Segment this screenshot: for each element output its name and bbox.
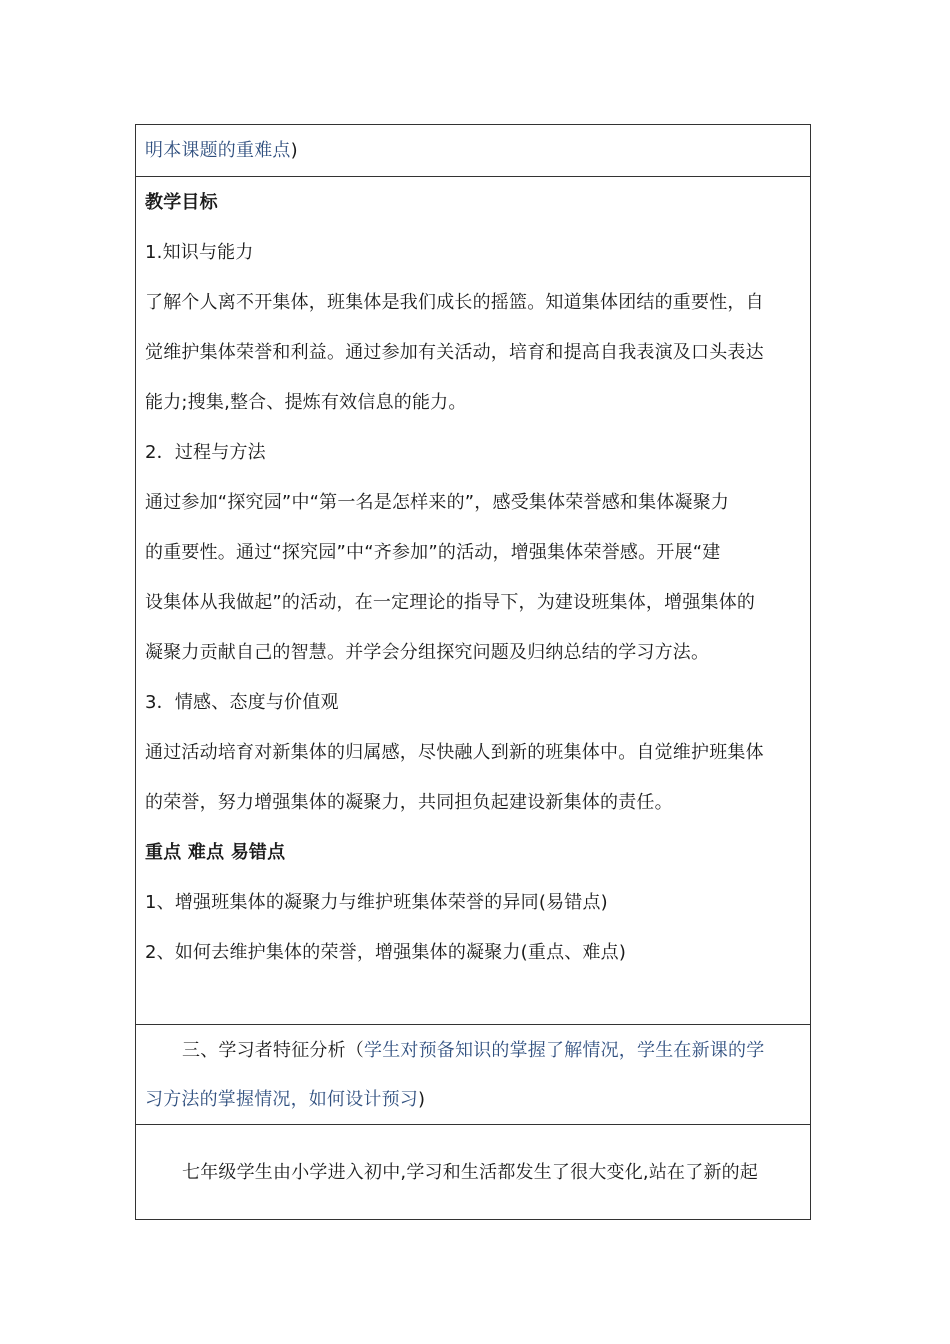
process-line: 凝聚力贡献自己的智慧。并学会分组探究问题及归纳总结的学习方法。	[145, 642, 710, 663]
table-row-learner-analysis-title	[136, 1025, 810, 1125]
process-line: 设集体从我做起”的活动，在一定理论的指导下，为建设班集体，增强集体的	[145, 592, 756, 613]
knowledge-line: 了解个人离不开集体，班集体是我们成长的摇篮。知道集体团结的重要性，自	[145, 292, 764, 313]
row1-text	[145, 139, 298, 163]
emotion-title: 3．情感、态度与价值观	[145, 692, 339, 713]
lesson-plan-table	[135, 124, 811, 1220]
knowledge-line: 能力;搜集,整合、提炼有效信息的能力。	[145, 392, 467, 413]
learner-title-line-2	[145, 1088, 425, 1112]
key-points-heading: 重点 难点 易错点	[145, 842, 286, 863]
learner-title-blue: 学生对预备知识的掌握了解情况，学生在新课的学	[364, 1040, 765, 1061]
table-row-teaching-objectives	[136, 177, 810, 1025]
key-point-item: 1、增强班集体的凝聚力与维护班集体荣誉的异同(易错点)	[145, 892, 608, 913]
process-line: 的重要性。通过“探究园”中“齐参加”的活动，增强集体荣誉感。开展“建	[145, 542, 721, 563]
objectives-heading: 教学目标	[145, 192, 218, 213]
key-point-item: 2、如何去维护集体的荣誉，增强集体的凝聚力(重点、难点)	[145, 942, 627, 963]
table-row-learner-analysis-body	[136, 1125, 810, 1221]
emotion-line: 通过活动培育对新集体的归属感，尽快融人到新的班集体中。自觉维护班集体	[145, 742, 764, 763]
knowledge-line: 觉维护集体荣誉和利益。通过参加有关活动，培育和提高自我表演及口头表达	[145, 342, 764, 363]
learner-title-line-1	[182, 1039, 764, 1063]
emotion-line: 的荣誉，努力增强集体的凝聚力，共同担负起建设新集体的责任。	[145, 792, 673, 813]
process-title: 2．过程与方法	[145, 442, 266, 463]
row1-text-blue: 明本课题的重难点	[145, 140, 291, 161]
learner-title-dark: 三、学习者特征分析（	[182, 1040, 364, 1061]
row1-text-tail: )	[290, 140, 298, 161]
learner-title-blue: 习方法的掌握情况，如何设计预习	[145, 1089, 418, 1110]
learner-title-tail: )	[418, 1089, 426, 1110]
process-line: 通过参加“探究园”中“第一名是怎样来的”，感受集体荣誉感和集体凝聚力	[145, 492, 730, 513]
learner-body-line: 七年级学生由小学进入初中,学习和生活都发生了很大变化,站在了新的起	[182, 1162, 759, 1183]
knowledge-title: 1.知识与能力	[145, 242, 254, 263]
table-row-key-points-hint	[136, 125, 810, 177]
